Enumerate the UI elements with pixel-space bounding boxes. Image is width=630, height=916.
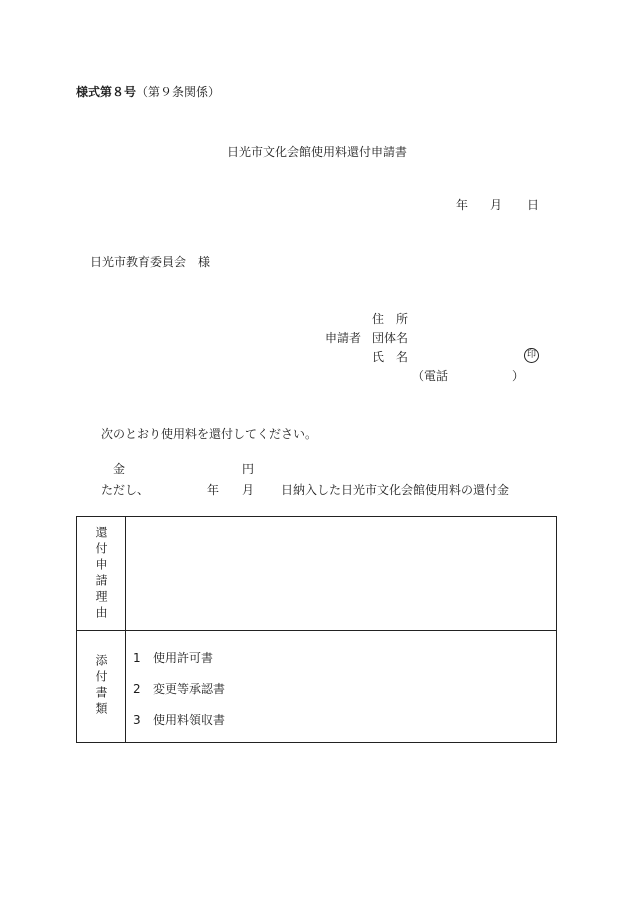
attachment-number: 3 [133, 713, 141, 727]
attachment-item [133, 683, 225, 695]
organization-label: 団体名 [372, 331, 409, 345]
attachment-number: 2 [133, 682, 141, 696]
document-title: 日光市文化会館使用料還付申請書 [227, 145, 408, 159]
reason-label-cell [77, 517, 126, 630]
form-relation: （第９条関係） [136, 85, 221, 99]
attachment-label: 使用料領収書 [153, 713, 226, 727]
attachments-label: 添付書類 [94, 654, 108, 718]
attachments-row [77, 630, 556, 742]
date-year-label: 年 [456, 198, 469, 212]
attachment-item [133, 652, 213, 664]
attachments-label-cell [77, 630, 126, 742]
payment-month-label: 月 [242, 483, 255, 497]
attachment-label: 変更等承認書 [153, 682, 226, 696]
address-label: 住 所 [372, 312, 409, 326]
name-label: 氏 名 [372, 350, 409, 364]
applicant-label: 申請者 [325, 331, 362, 345]
reason-label: 還付申請理由 [94, 525, 108, 622]
phone-close: ） [512, 369, 525, 383]
date-day-label: 日 [527, 198, 540, 212]
attachment-label: 使用許可書 [153, 651, 214, 665]
date-month-label: 月 [490, 198, 503, 212]
attachment-item [133, 714, 225, 726]
attachment-number: 1 [133, 651, 141, 665]
payment-year-label: 年 [207, 483, 220, 497]
amount-kin-label: 金 [113, 462, 126, 476]
attachments-list [125, 630, 556, 742]
tadashi-label: ただし、 [101, 483, 150, 497]
payment-suffix: 日納入した日光市文化会館使用料の還付金 [281, 483, 510, 497]
form-header [76, 86, 220, 98]
reason-input-area[interactable] [125, 517, 556, 630]
form-number: 様式第８号 [76, 85, 137, 99]
amount-yen-label: 円 [242, 462, 255, 476]
application-table [76, 516, 557, 743]
addressee: 日光市教育委員会 様 [90, 255, 211, 269]
phone-open: （電話 [412, 369, 449, 383]
seal-mark: 印 [524, 348, 539, 363]
reason-row [77, 517, 556, 631]
request-text: 次のとおり使用料を還付してください。 [101, 427, 318, 441]
